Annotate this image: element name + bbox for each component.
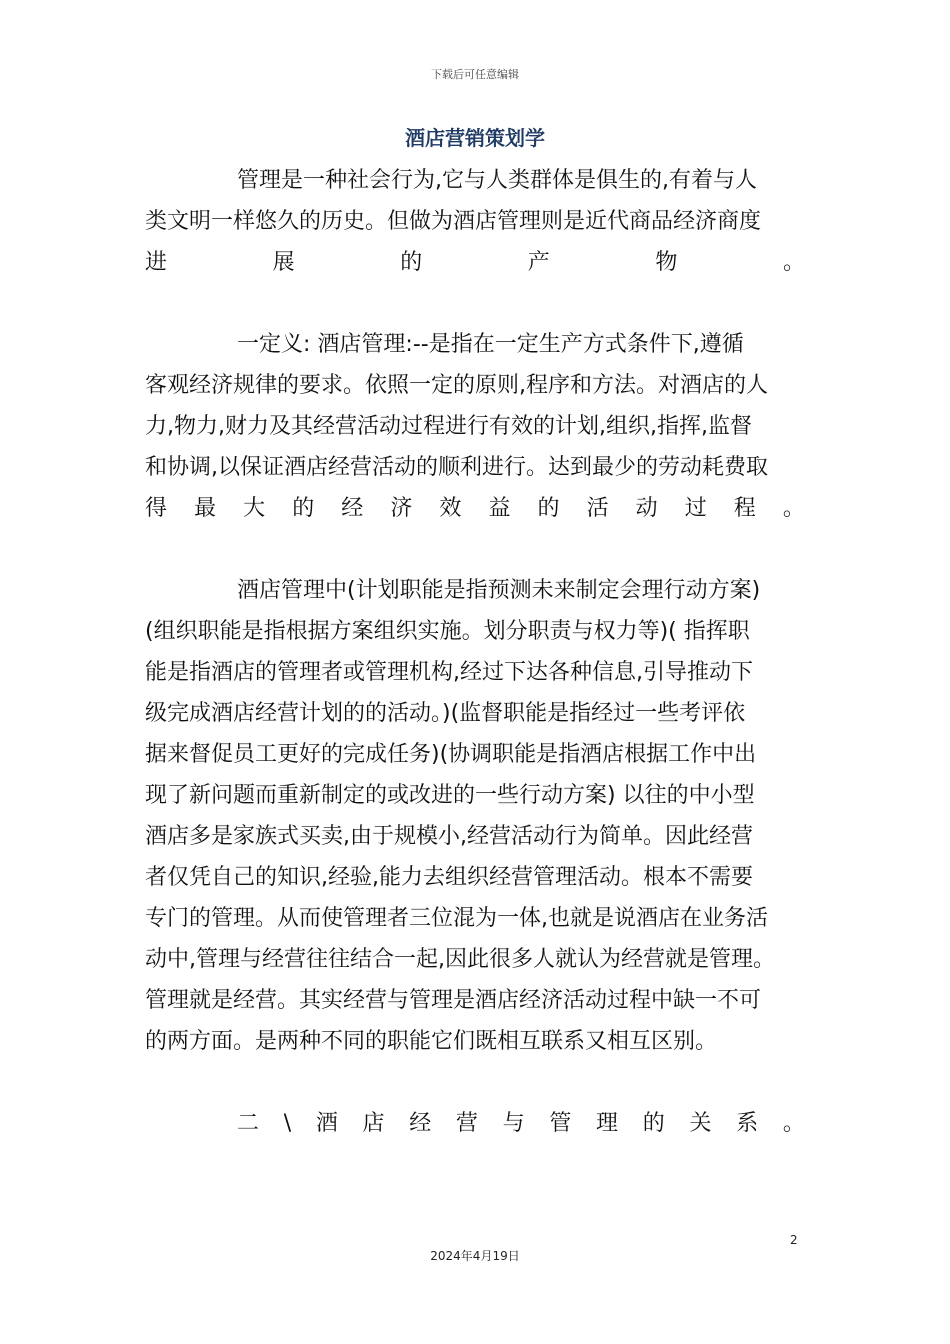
char: 与 xyxy=(502,1111,525,1136)
paragraph-1 xyxy=(145,160,805,283)
char: 过 xyxy=(684,496,707,521)
text-line: 者仅凭自己的知识,经验,能力去组织经营管理活动。根本不需要 xyxy=(145,865,753,890)
char: 的 xyxy=(400,250,423,275)
text-line: 客观经济规律的要求。依照一定的原则,程序和方法。对酒店的人 xyxy=(145,373,768,398)
char: 的 xyxy=(292,496,315,521)
char: 物 xyxy=(655,250,678,275)
text-line: 的两方面。是两种不同的职能它们既相互联系又相互区别。 xyxy=(145,1029,718,1054)
justified-line xyxy=(145,488,805,529)
char: 理 xyxy=(596,1111,619,1136)
char: 活 xyxy=(586,496,609,521)
paragraph-gap xyxy=(145,283,805,324)
text-line: 和协调,以保证酒店经营活动的顺利进行。达到最少的劳动耗费取 xyxy=(145,455,768,480)
text-line: 专门的管理。从而使管理者三位混为一体,也就是说酒店在业务活 xyxy=(145,906,768,931)
char: 二 xyxy=(237,1111,260,1136)
paragraph-2 xyxy=(145,324,805,529)
char: 大 xyxy=(243,496,266,521)
text-line: 动中,管理与经营往往结合一起,因此很多人就认为经营就是管理。 xyxy=(145,947,775,972)
section-heading xyxy=(145,1103,805,1144)
char: 进 xyxy=(145,250,168,275)
char: 最 xyxy=(194,496,217,521)
char: 展 xyxy=(272,250,295,275)
footer-date: 2024年4月19日 xyxy=(430,1249,520,1263)
char: 。 xyxy=(782,250,805,275)
text-line: 能是指酒店的管理者或管理机构,经过下达各种信息,引导推动下 xyxy=(145,660,753,685)
char: 得 xyxy=(145,496,168,521)
text-line: 级完成酒店经营计划的的活动。)(监督职能是指经过一些考评依 xyxy=(145,701,746,726)
char: 益 xyxy=(488,496,511,521)
char: 的 xyxy=(537,496,560,521)
char: 济 xyxy=(390,496,413,521)
text-line: 类文明一样悠久的历史。但做为酒店管理则是近代商品经济商度 xyxy=(145,209,762,234)
paragraph-3 xyxy=(145,570,805,1062)
char: 管 xyxy=(549,1111,572,1136)
document-title: 酒店营销策划学 xyxy=(405,126,545,150)
char: 店 xyxy=(362,1111,385,1136)
char: 效 xyxy=(439,496,462,521)
char: 系 xyxy=(736,1111,759,1136)
char: 经 xyxy=(341,496,364,521)
char: 程 xyxy=(733,496,756,521)
char: 的 xyxy=(642,1111,665,1136)
char: 。 xyxy=(782,496,805,521)
text-line: (组织职能是指根据方案组织实施。划分职责与权力等)( 指挥职 xyxy=(145,619,750,644)
document-body xyxy=(145,160,805,1144)
char: 关 xyxy=(689,1111,712,1136)
page-number: 2 xyxy=(790,1233,798,1247)
text-line: 管理是一种社会行为,它与人类群体是俱生的,有着与人 xyxy=(237,168,757,193)
text-line: 力,物力,财力及其经营活动过程进行有效的计划,组织,指挥,监督 xyxy=(145,414,752,439)
text-line: 据来督促员工更好的完成任务)(协调职能是指酒店根据工作中出 xyxy=(145,742,757,767)
char: 产 xyxy=(527,250,550,275)
paragraph-gap xyxy=(145,1062,805,1103)
char: 经 xyxy=(409,1111,432,1136)
justified-line xyxy=(145,242,805,283)
text-line: 酒店管理中(计划职能是指预测未来制定会理行动方案) xyxy=(237,578,761,603)
char: \ xyxy=(283,1111,292,1136)
char: 营 xyxy=(455,1111,478,1136)
text-line: 现了新问题而重新制定的或改进的一些行动方案) 以往的中小型 xyxy=(145,783,755,808)
header-note: 下载后可任意编辑 xyxy=(431,68,519,81)
text-line: 管理就是经营。其实经营与管理是酒店经济活动过程中缺一不可 xyxy=(145,988,762,1013)
paragraph-gap xyxy=(145,529,805,570)
char: 酒 xyxy=(315,1111,338,1136)
text-line: 酒店多是家族式买卖,由于规模小,经营活动行为简单。因此经营 xyxy=(145,824,753,849)
char: 动 xyxy=(635,496,658,521)
char: 。 xyxy=(782,1111,805,1136)
text-line: 一定义: 酒店管理:--是指在一定生产方式条件下,遵循 xyxy=(237,332,744,357)
